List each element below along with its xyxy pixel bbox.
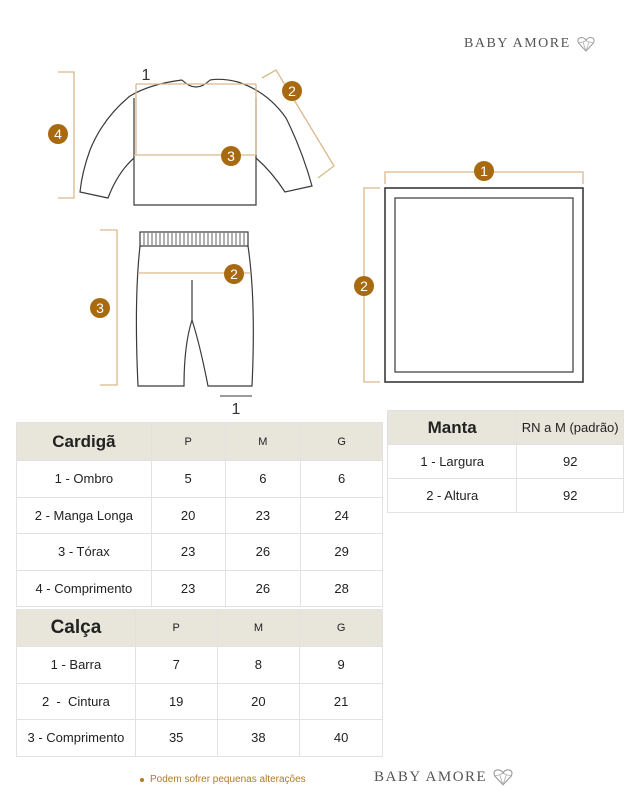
cell-value: 20 xyxy=(217,683,300,720)
svg-text:1: 1 xyxy=(480,163,488,179)
cardigan-outline xyxy=(80,79,312,205)
row-label: 2 - Altura xyxy=(388,479,517,513)
table-row xyxy=(17,683,383,720)
calca-size-table xyxy=(16,609,383,757)
blanket-marker-2 xyxy=(354,276,374,296)
table-title: Calça xyxy=(17,610,136,647)
bullet-icon xyxy=(140,778,144,782)
cell-value: 21 xyxy=(300,683,383,720)
heart-icon xyxy=(493,768,513,786)
table-header-row xyxy=(17,610,383,647)
cell-value: 24 xyxy=(301,497,383,534)
svg-text:3: 3 xyxy=(96,300,104,316)
cell-value: 6 xyxy=(301,461,383,498)
table-title: Cardigã xyxy=(17,423,152,461)
row-label: 1 - Barra xyxy=(17,647,136,684)
row-label: 2 - Cintura xyxy=(17,683,136,720)
cell-value: 38 xyxy=(217,720,300,757)
row-label: 4 - Comprimento xyxy=(17,570,152,607)
pants-marker-3 xyxy=(90,298,110,318)
table-row xyxy=(17,534,383,571)
pants-guides xyxy=(100,230,252,396)
size-header: G xyxy=(300,610,383,647)
cell-value: 7 xyxy=(135,647,217,684)
size-header: P xyxy=(151,423,225,461)
blanket-guides xyxy=(364,172,583,382)
table-row xyxy=(388,479,624,513)
cell-value: 19 xyxy=(135,683,217,720)
pants-label-1: 1 xyxy=(231,401,241,418)
brand-name: BABY AMORE xyxy=(464,36,571,51)
brand-name: BABY AMORE xyxy=(374,768,488,785)
table-header-row xyxy=(388,411,624,445)
table-row xyxy=(17,647,383,684)
row-label: 1 - Ombro xyxy=(17,461,152,498)
cardigan-label-1: 1 xyxy=(141,67,151,84)
table-title: Manta xyxy=(388,411,517,445)
cell-value: 26 xyxy=(225,570,301,607)
cell-value: 23 xyxy=(151,534,225,571)
cell-value: 26 xyxy=(225,534,301,571)
pants-outline xyxy=(136,232,253,386)
table-row xyxy=(17,720,383,757)
svg-text:2: 2 xyxy=(230,266,238,282)
manta-size-table xyxy=(387,410,624,513)
blanket-marker-1 xyxy=(474,161,494,181)
cell-value: 92 xyxy=(517,445,624,479)
cell-value: 6 xyxy=(225,461,301,498)
cell-value: 8 xyxy=(217,647,300,684)
row-label: 1 - Largura xyxy=(388,445,517,479)
svg-text:4: 4 xyxy=(54,126,62,142)
size-header: RN a M (padrão) xyxy=(517,411,624,445)
cell-value: 23 xyxy=(225,497,301,534)
size-header: P xyxy=(135,610,217,647)
cell-value: 20 xyxy=(151,497,225,534)
cardigan-marker-2 xyxy=(282,81,302,101)
size-header: M xyxy=(217,610,300,647)
pants-marker-2 xyxy=(224,264,244,284)
footer-note xyxy=(140,774,306,785)
cell-value: 5 xyxy=(151,461,225,498)
footer-note-text: Podem sofrer pequenas alterações xyxy=(150,774,306,785)
brand-logo-bottom xyxy=(374,768,513,786)
cell-value: 9 xyxy=(300,647,383,684)
cardigan-marker-4 xyxy=(48,124,68,144)
cell-value: 23 xyxy=(151,570,225,607)
cell-value: 35 xyxy=(135,720,217,757)
cardiga-size-table xyxy=(16,422,383,607)
size-header: M xyxy=(225,423,301,461)
row-label: 2 - Manga Longa xyxy=(17,497,152,534)
table-row xyxy=(388,445,624,479)
size-header: G xyxy=(301,423,383,461)
cell-value: 92 xyxy=(517,479,624,513)
cardigan-marker-3 xyxy=(221,146,241,166)
table-header-row xyxy=(17,423,383,461)
blanket-outline xyxy=(385,188,583,382)
cell-value: 29 xyxy=(301,534,383,571)
cell-value: 28 xyxy=(301,570,383,607)
svg-text:2: 2 xyxy=(288,83,296,99)
svg-text:2: 2 xyxy=(360,278,368,294)
table-row xyxy=(17,461,383,498)
table-row xyxy=(17,570,383,607)
svg-text:3: 3 xyxy=(227,148,235,164)
cell-value: 40 xyxy=(300,720,383,757)
row-label: 3 - Comprimento xyxy=(17,720,136,757)
table-row xyxy=(17,497,383,534)
row-label: 3 - Tórax xyxy=(17,534,152,571)
